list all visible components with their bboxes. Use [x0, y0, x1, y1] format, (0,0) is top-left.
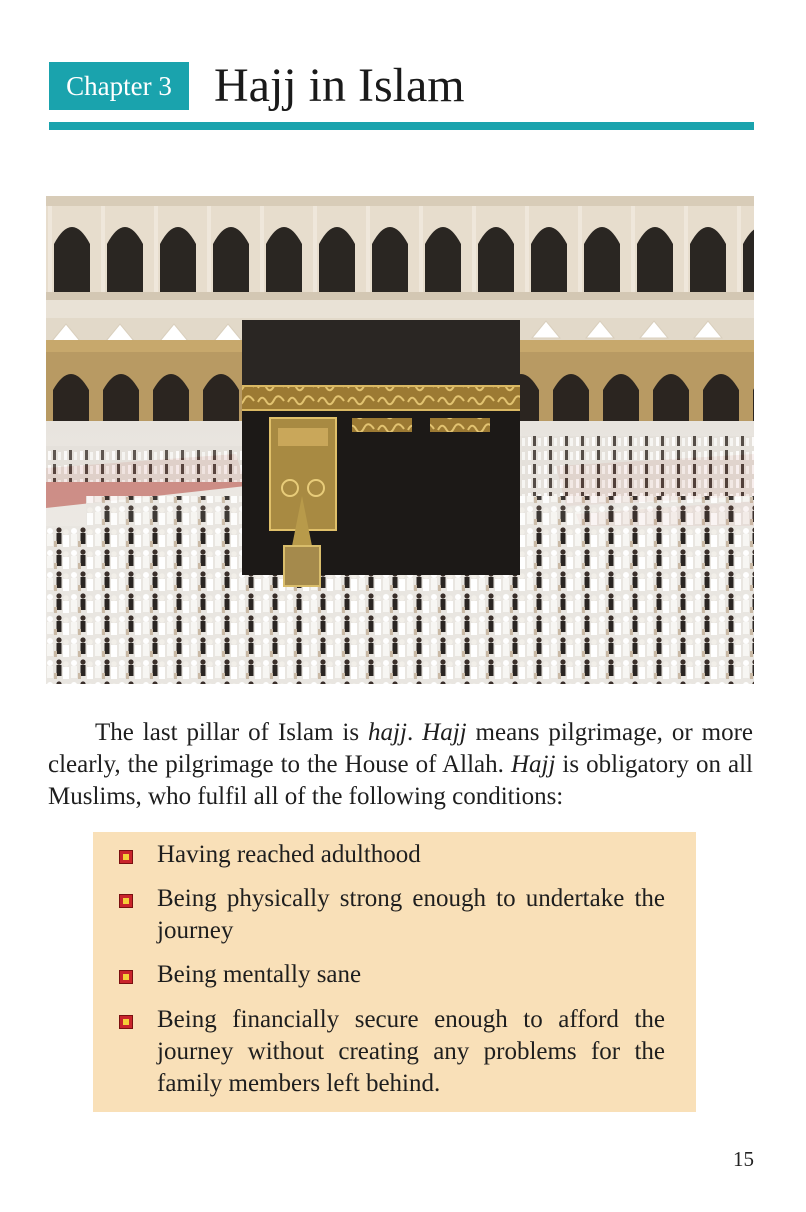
square-bullet-icon [119, 1015, 133, 1029]
title-divider [49, 122, 754, 130]
page-number: 15 [733, 1147, 754, 1171]
square-bullet-icon [119, 970, 133, 984]
conditions-box [93, 832, 696, 1112]
chapter-title: Hajj in Islam [214, 59, 465, 112]
condition-text: Being mentally sane [157, 961, 362, 988]
condition-text: Being physically strong enough to undertake the journey [157, 885, 665, 944]
condition-text: Having reached adulthood [157, 841, 421, 868]
square-bullet-icon [119, 850, 133, 864]
kaaba-photo [46, 196, 754, 684]
intro-paragraph: The last pillar of Islam is hajj. Hajj means pilgrimage, or more clearly, the pilgrimage to the House of Allah. Hajj is obligatory on all Muslims, who fulfil all of the following conditions: [48, 719, 753, 810]
condition-text: Being financially secure enough to afford the journey without creating any problems for the family members left behind. [157, 1006, 665, 1097]
chapter-badge: Chapter 3 [49, 62, 189, 110]
square-bullet-icon [119, 894, 133, 908]
